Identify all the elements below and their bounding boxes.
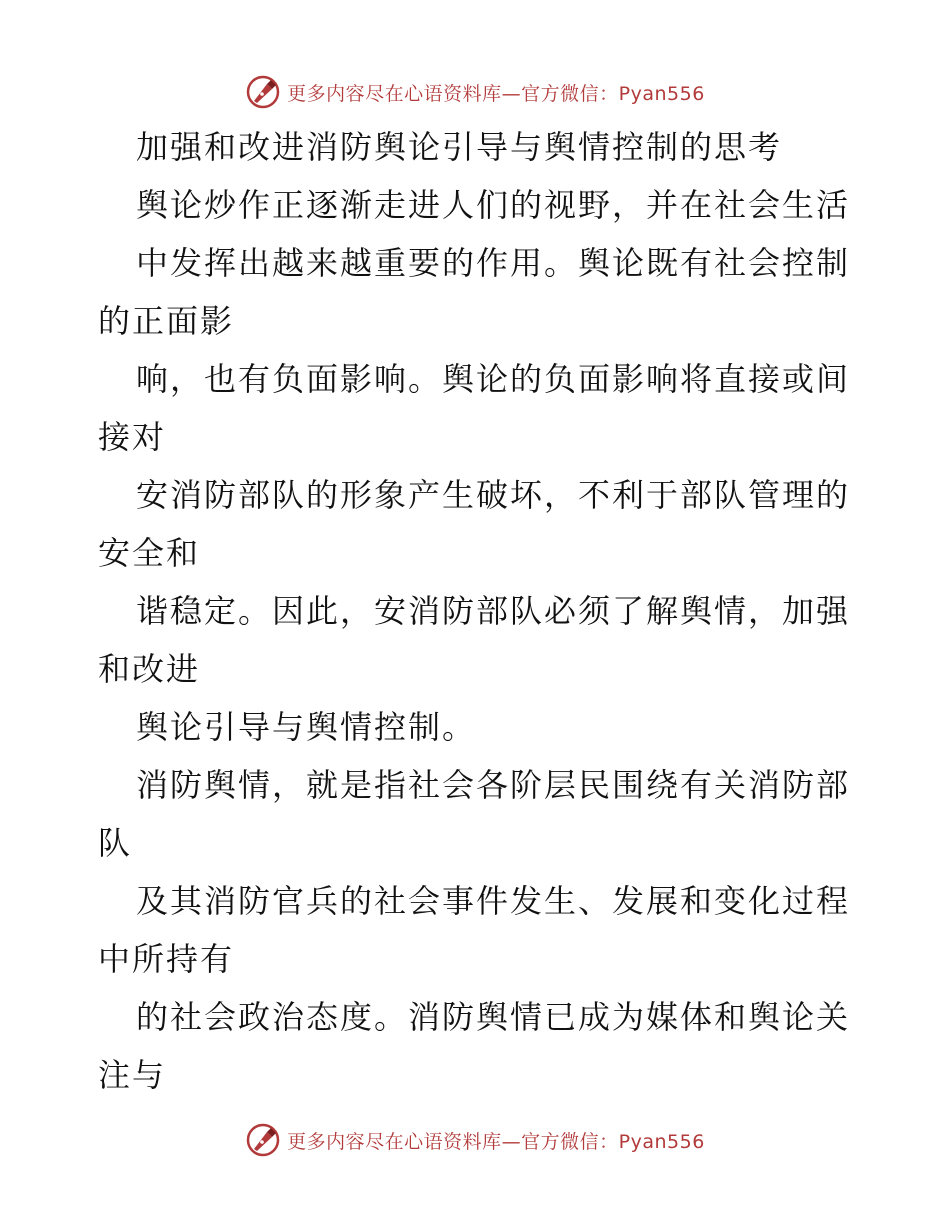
paragraph-line: 消防舆情，就是指社会各阶层民围绕有关消防部 <box>136 766 851 804</box>
paragraph-line: 中发挥出越来越重要的作用。舆论既有社会控制 <box>136 244 851 282</box>
paragraph-line: 中所持有 <box>98 940 235 978</box>
pen-nib-logo-icon <box>245 1122 281 1158</box>
document-body <box>98 118 858 1104</box>
paragraph-line: 注与 <box>98 1056 167 1094</box>
footer-banner-text: 更多内容尽在心语资料库—官方微信：Pyan556 <box>287 1130 705 1153</box>
paragraph-line: 接对 <box>98 418 167 456</box>
header-banner-inner <box>245 74 705 110</box>
footer-banner <box>0 1120 950 1160</box>
header-banner-text: 更多内容尽在心语资料库—官方微信：Pyan556 <box>287 82 705 105</box>
paragraph-line: 安消防部队的形象产生破坏，不利于部队管理的 <box>136 476 851 514</box>
footer-banner-inner <box>245 1122 705 1158</box>
paragraph-line: 及其消防官兵的社会事件发生、发展和变化过程 <box>136 882 851 920</box>
paragraph-line: 舆论引导与舆情控制。 <box>136 708 477 746</box>
paragraph-line: 舆论炒作正逐渐走进人们的视野，并在社会生活 <box>136 186 851 224</box>
paragraph-line: 的社会政治态度。消防舆情已成为媒体和舆论关 <box>136 998 851 1036</box>
paragraph-line: 安全和 <box>98 534 201 572</box>
paragraph-line: 和改进 <box>98 650 201 688</box>
paragraph-line: 谐稳定。因此，安消防部队必须了解舆情，加强 <box>136 592 851 630</box>
paragraph-line: 的正面影 <box>98 302 235 340</box>
paragraph-line: 队 <box>98 824 133 862</box>
paragraph-line: 响，也有负面影响。舆论的负面影响将直接或间 <box>136 360 851 398</box>
doc-title: 加强和改进消防舆论引导与舆情控制的思考 <box>136 128 783 166</box>
header-banner <box>0 72 950 112</box>
pen-nib-logo-icon <box>245 74 281 110</box>
